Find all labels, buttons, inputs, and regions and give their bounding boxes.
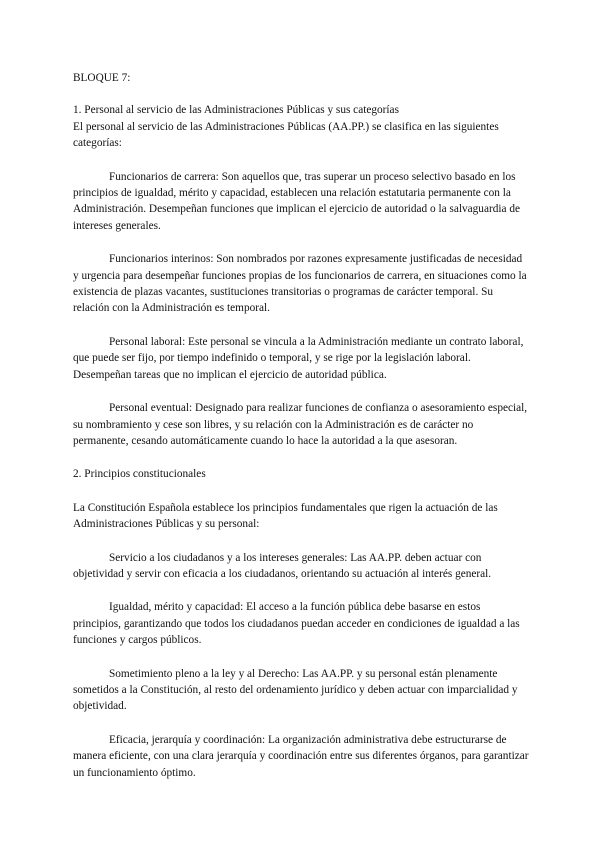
section-1-heading: 1. Personal al servicio de las Administraciones Públicas y sus categorías (73, 104, 399, 117)
category-funcionarios-interinos: Funcionarios interinos: Son nombrados por razones expresamente justificadas de necesidad y urgencia para desempeñar funciones propias de los funcionarios de carrera, en situaciones como la existencia de plazas vacantes, sustituciones transitorias o programas de carácter temporal. Su relación con la Administración es temporal. (73, 253, 527, 315)
principle-igualdad: Igualdad, mérito y capacidad: El acceso a la función pública debe basarse en estos principios, garantizando que todos los ciudadanos puedan acceder en condiciones de igualdad a las funciones y cargos públicos. (73, 601, 520, 647)
section-1-intro: El personal al servicio de las Administraciones Públicas (AA.PP.) se clasifica en las siguientes categorías: (73, 120, 499, 150)
document-page (73, 70, 529, 781)
section-2-intro: La Constitución Española establece los principios fundamentales que rigen la actuación de las Administraciones Públicas y su personal: (73, 501, 498, 531)
category-funcionarios-carrera: Funcionarios de carrera: Son aquellos que, tras superar un proceso selectivo basado en los principios de igualdad, mérito y capacidad, establecen una relación estatutaria permanente con la Administración. Desempeñan funciones que implican el ejercicio de autoridad o la salvaguardia de intereses generales. (73, 170, 521, 232)
principle-sometimiento: Sometimiento pleno a la ley y al Derecho: Las AA.PP. y su personal están plenamente sometidos a la Constitución, al resto del ordenamiento jurídico y deben actuar con imparcialidad y objetividad. (73, 667, 518, 713)
section-2-heading: 2. Principios constitucionales (73, 468, 206, 481)
category-personal-eventual: Personal eventual: Designado para realizar funciones de confianza o asesoramiento especial, su nombramiento y cese son libres, y su relación con la Administración es de carácter no permanente, cesando automáticamente cuando lo hace la autoridad a la que asesoran. (73, 402, 528, 447)
category-personal-laboral: Personal laboral: Este personal se vincula a la Administración mediante un contrato laboral, que puede ser fijo, por tiempo indefinido o temporal, y se rige por la legislación laboral. Desempeñan tareas que no implican el ejercicio de autoridad pública. (73, 335, 524, 381)
principle-servicio: Servicio a los ciudadanos y a los intereses generales: Las AA.PP. deben actuar con objetividad y servir con eficacia a los ciudadanos, orientando su actuación al interés general. (73, 551, 492, 580)
principle-eficacia: Eficacia, jerarquía y coordinación: La organización administrativa debe estructurarse de manera eficiente, con una clara jerarquía y coordinación entre sus diferentes órganos, para garantizar un funcionamiento óptimo. (73, 733, 529, 779)
bloque-title: BLOQUE 7: (73, 72, 131, 84)
